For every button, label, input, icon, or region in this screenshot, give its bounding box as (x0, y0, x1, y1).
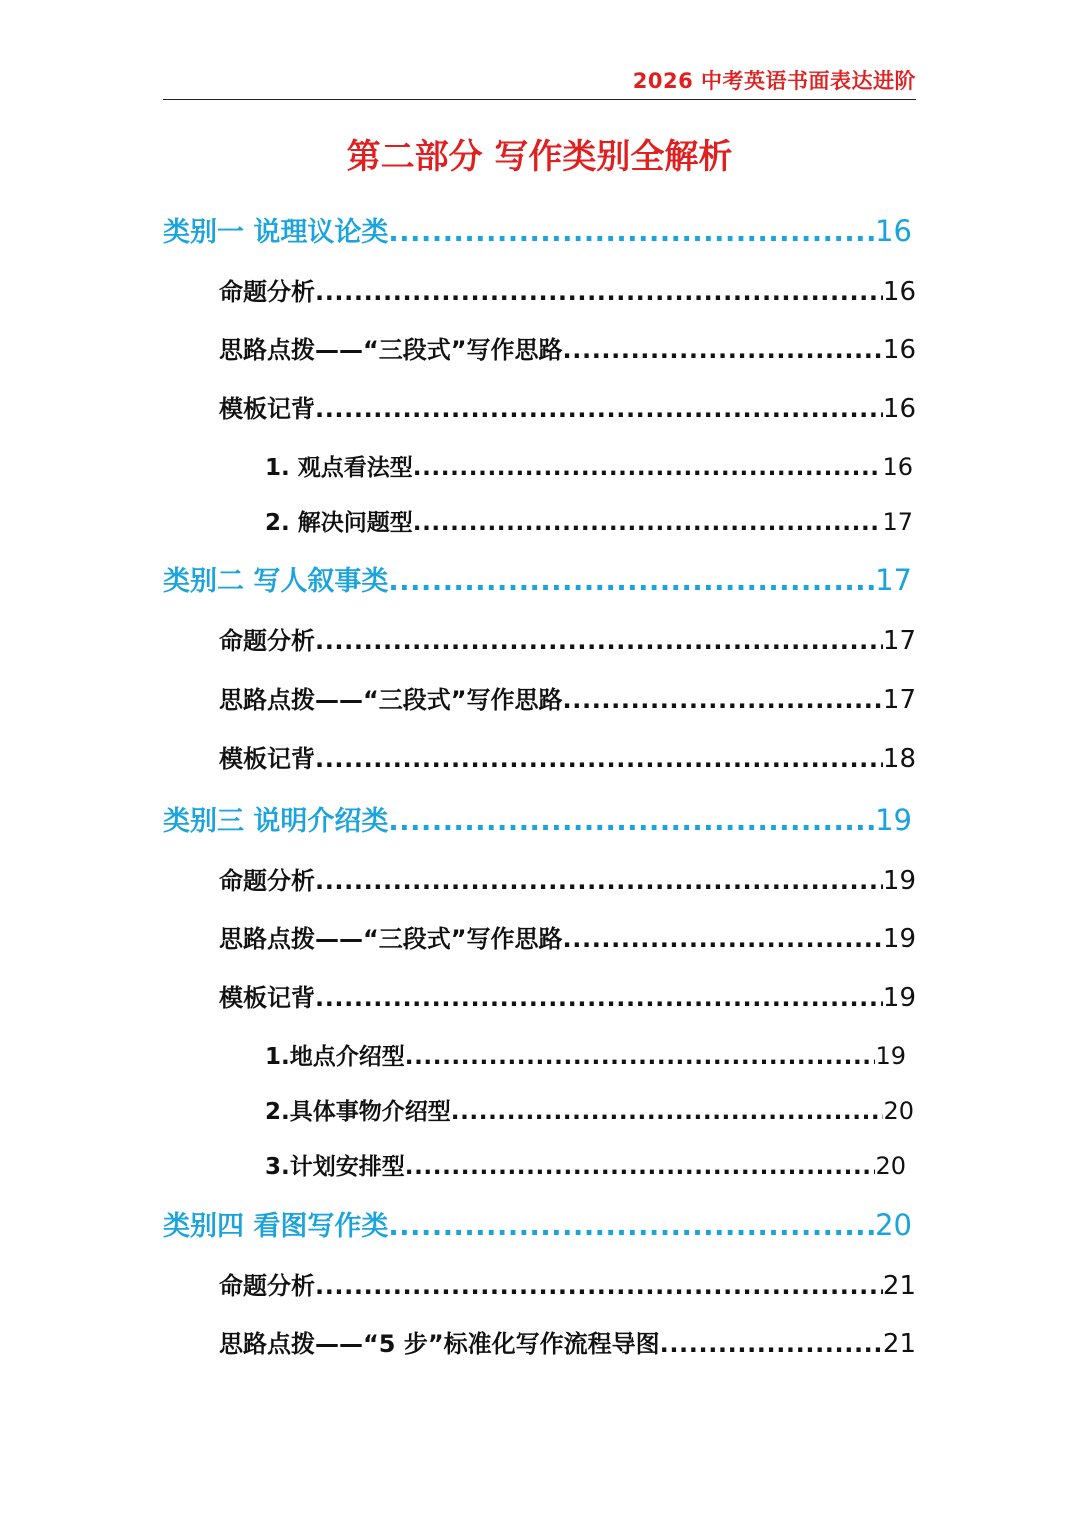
toc-page-number: 19 (882, 924, 916, 954)
toc-entry-label: 模板记背 (219, 745, 315, 773)
toc-page-number: 19 (882, 983, 916, 1013)
dot-leader (405, 1150, 876, 1184)
toc-subentry[interactable] (265, 1149, 906, 1183)
dot-leader (563, 332, 883, 368)
toc-category-4[interactable] (163, 1205, 912, 1245)
toc-entry[interactable] (219, 1326, 916, 1362)
toc-entry[interactable] (219, 682, 916, 718)
toc-entry[interactable] (219, 741, 916, 777)
dot-leader (315, 1268, 883, 1304)
dot-leader (315, 980, 883, 1016)
toc-entry-label: 命题分析 (219, 278, 315, 306)
toc-entry-label: 3.计划安排型 (265, 1154, 405, 1180)
toc-page-number: 17 (882, 508, 913, 536)
toc-entry[interactable] (219, 921, 916, 957)
toc-page-number: 20 (875, 1208, 912, 1242)
dot-leader (388, 562, 875, 602)
toc-page-number: 16 (875, 214, 912, 248)
dot-leader (388, 213, 875, 253)
toc-entry[interactable] (219, 980, 916, 1016)
toc-subentry[interactable] (265, 450, 913, 484)
toc-entry[interactable] (219, 332, 916, 368)
toc-entry-label: 命题分析 (219, 627, 315, 655)
part-title: 第二部分 写作类别全解析 (346, 137, 733, 177)
toc-entry-label: 2.具体事物介绍型 (265, 1099, 451, 1125)
dot-leader (315, 623, 883, 659)
dot-leader (315, 274, 883, 310)
dot-leader (563, 682, 883, 718)
dot-leader (660, 1326, 883, 1362)
toc-page-number: 19 (882, 866, 916, 896)
dot-leader (388, 802, 875, 842)
toc-category-3[interactable] (163, 800, 912, 840)
toc-entry-label: 类别三 说明介绍类 (163, 806, 389, 837)
toc-category-1[interactable] (163, 211, 912, 251)
toc-page-number: 17 (882, 685, 916, 715)
dot-leader (315, 741, 883, 777)
toc-page-number: 16 (882, 335, 916, 365)
toc-entry-label: 类别二 写人叙事类 (163, 566, 389, 597)
toc-entry[interactable] (219, 1268, 916, 1304)
dot-leader (405, 1040, 876, 1074)
toc-page-number: 19 (875, 1042, 906, 1070)
toc-page-number: 21 (882, 1271, 916, 1301)
toc-entry-label: 命题分析 (219, 867, 315, 895)
dot-leader (413, 506, 883, 540)
toc-entry-label: 1.地点介绍型 (265, 1044, 405, 1070)
toc-entry-label: 1. 观点看法型 (265, 455, 413, 481)
toc-entry-label: 模板记背 (219, 984, 315, 1012)
toc-category-2[interactable] (163, 560, 912, 600)
toc-entry-label: 类别一 说理议论类 (163, 217, 389, 248)
toc-entry-label: 思路点拨——“三段式”写作思路 (219, 925, 563, 953)
toc-entry-label: 模板记背 (219, 395, 315, 423)
toc-page-number: 16 (882, 394, 916, 424)
toc-entry-label: 思路点拨——“5 步”标准化写作流程导图 (219, 1330, 660, 1358)
toc-entry[interactable] (219, 863, 916, 899)
toc-entry-label: 2. 解决问题型 (265, 510, 413, 536)
toc-page-number: 17 (875, 563, 912, 597)
dot-leader (315, 863, 883, 899)
dot-leader (451, 1095, 884, 1129)
toc-entry-label: 思路点拨——“三段式”写作思路 (219, 336, 563, 364)
toc-page-number: 20 (883, 1097, 914, 1125)
dot-leader (413, 451, 883, 485)
toc-page-number: 18 (882, 744, 916, 774)
dot-leader (388, 1207, 875, 1247)
running-header: 2026 中考英语书面表达进阶 (632, 69, 916, 93)
toc-page-number: 19 (875, 803, 912, 837)
toc-page-number: 17 (882, 626, 916, 656)
toc-subentry[interactable] (265, 505, 913, 539)
toc-entry-label: 思路点拨——“三段式”写作思路 (219, 686, 563, 714)
dot-leader (563, 921, 883, 957)
toc-page-number: 20 (875, 1152, 906, 1180)
toc-subentry[interactable] (265, 1094, 914, 1128)
header-rule (163, 99, 916, 100)
toc-entry[interactable] (219, 623, 916, 659)
toc-page-number: 16 (882, 277, 916, 307)
toc-entry-label: 命题分析 (219, 1272, 315, 1300)
toc-subentry[interactable] (265, 1039, 906, 1073)
toc-entry-label: 类别四 看图写作类 (163, 1211, 389, 1242)
toc-page-number: 21 (882, 1329, 916, 1359)
dot-leader (315, 391, 883, 427)
toc-entry[interactable] (219, 391, 916, 427)
toc-entry[interactable] (219, 274, 916, 310)
toc-page-number: 16 (882, 453, 913, 481)
